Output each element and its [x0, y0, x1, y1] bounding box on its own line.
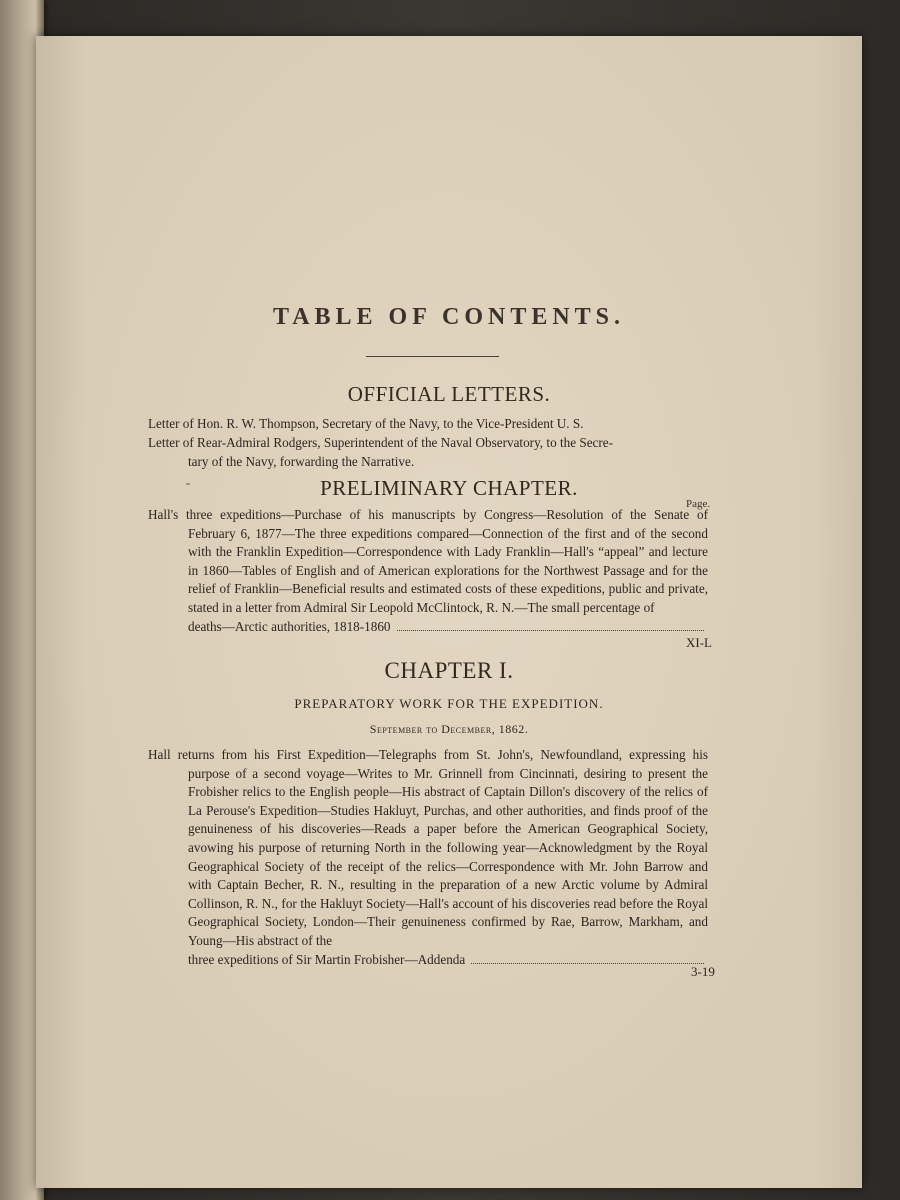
letter-entry-rodgers: Letter of Rear-Admiral Rodgers, Superintendent of the Naval Observatory, to the Secre-	[148, 435, 614, 450]
chapter-1-subheading: PREPARATORY WORK FOR THE EXPEDITION.	[294, 696, 604, 711]
letter-entry-rodgers-continued: tary of the Navy, forwarding the Narrative.	[188, 454, 415, 469]
chapter-1-heading: CHAPTER I.	[384, 658, 514, 683]
chapter-1-last-line	[188, 951, 708, 970]
preliminary-summary-last-line: deaths—Arctic authorities, 1818-1860	[188, 618, 391, 634]
official-letters-entries	[148, 414, 668, 471]
preliminary-summary-text: Hall's three expeditions—Purchase of his manuscripts by Congress—Resolution of the Senate of February 6, 1877—The three expeditions compared—Connection of the first and of the second with the Franklin Expedition—Correspondence with Lady Franklin—Hall's “appeal” and lecture in 1860—Tables of English and of American explorations for the Northwest Passage and for the relief of Franklin—Beneficial results and estimated costs of these expeditions, public and private, stated in a letter from Admiral Sir Leopold McClintock, R. N.—The small percentage of	[148, 507, 708, 615]
preliminary-last-line	[188, 618, 708, 637]
chapter-1-summary	[148, 746, 708, 969]
chapter-1-summary-text: Hall returns from his First Expedition—Telegraphs from St. John's, Newfoundland, expressing his purpose of a second voyage—Writes to Mr. Grinnell from Cincinnati, desiring to present the Frobisher relics to the English people—His abstract of Captain Dillon's discovery of the relics of La Perouse's Expedition—Studies Hakluyt, Purchas, and other authorities, and finds proof of the genuineness of his discoveries—Reads a paper before the American Geographical Society, avowing his purpose of returning North in the following year—Acknowledgment by the Royal Geographical Society of the receipt of the relics—Correspondence with Mr. John Barrow and with Captain Becher, R. N., resulting in the preparation of a new Arctic volume by Admiral Collinson, R. N., for the Hakluyt Society—Hall's account of his discoveries read before the Royal Geographical Society, London—Their genuineness confirmed by Rae, Barrow, Markham, and Young—His abstract of the	[148, 747, 708, 948]
preliminary-page-ref: XI-L	[686, 635, 712, 650]
dot-leader	[397, 630, 704, 631]
chapter-1-summary-last-line: three expeditions of Sir Martin Frobisher—Addenda	[188, 951, 466, 967]
chapter-1-page-ref: 3-19	[691, 964, 715, 979]
official-letters-heading: OFFICIAL LETTERS.	[347, 382, 551, 406]
toc-title: TABLE OF CONTENTS.	[272, 304, 626, 330]
title-divider	[366, 356, 499, 357]
dot-leader	[471, 963, 704, 964]
page-column-label: Page.	[686, 498, 711, 510]
letter-entry-thompson: Letter of Hon. R. W. Thompson, Secretary of the Navy, to the Vice-President U. S.	[148, 416, 584, 431]
chapter-1-date-range: September to December, 1862.	[369, 722, 529, 736]
preliminary-chapter-heading: PRELIMINARY CHAPTER.	[320, 476, 578, 500]
book-page	[36, 36, 862, 1188]
preliminary-chapter-summary	[148, 506, 708, 636]
